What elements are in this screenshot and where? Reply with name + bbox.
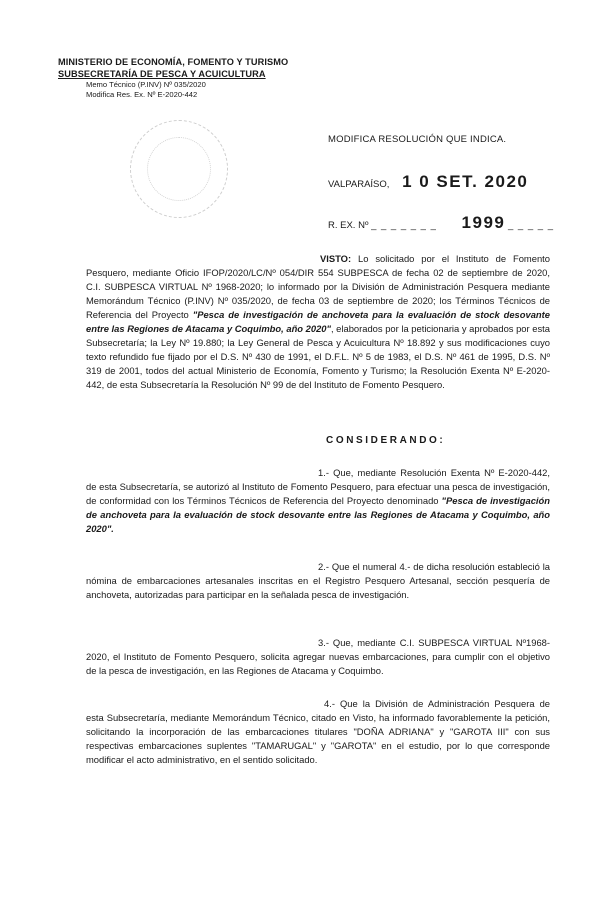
visto-project-title: "Pesca de investigación de anchoveta para la evaluación de stock desovante entre las Regiones de Atacama y Coquimbo, año 2020" — [86, 309, 550, 335]
issue-date: 1 0 SET. 2020 — [402, 172, 529, 191]
considerando-2 — [86, 560, 550, 602]
rex-underline-left: _ _ _ _ _ _ _ — [371, 220, 437, 231]
memo-reference: Memo Técnico (P.INV) Nº 035/2020 — [86, 80, 206, 89]
considerando-1-paragraph — [86, 466, 550, 536]
considerando-2-paragraph: 2.- Que el numeral 4.- de dicha resolución estableció la nómina de embarcaciones artesanales inscritas en el Registro Pesquero Artesanal, sección pesquería de anchoveta, autorizadas para participar en la señalada pesca de investigación. — [86, 561, 550, 601]
ministry-name: MINISTERIO DE ECONOMÍA, FOMENTO Y TURISMO — [58, 57, 289, 67]
considerando-1-text: 1.- Que, mediante Resolución Exenta Nº E-2020-442, de esta Subsecretaría, se autorizó al Instituto de Fomento Pesquero, para efectuar una pesca de investigación, de conformidad con los Términos Técnicos de Referencia del Proyecto denominado — [86, 467, 550, 507]
considerando-1-project-title: "Pesca de investigación de anchoveta para la evaluación de stock desovante entre las Regiones de Atacama y Coquimbo, año 2020". — [86, 495, 550, 535]
considerando-4-paragraph: 4.- Que la División de Administración Pesquera de esta Subsecretaría, mediante Memorándum Técnico, citado en Visto, ha informado favorablemente la petición, solicitando la incorporación de las embarcaciones titulares "DOÑA ADRIANA" y "GAROTA III" con sus respectivas embarcaciones suplentes "TAMARUGAL" y "GAROTA" en el estudio, por lo que corresponde modificar el acto administrativo, en el sentido solicitado. — [86, 698, 550, 766]
visto-paragraph — [86, 252, 550, 392]
rex-label: R. EX. Nº — [328, 220, 369, 231]
rex-underline-right: _ _ _ _ _ — [508, 220, 554, 231]
considerando-4 — [86, 697, 550, 767]
visto-text-2: , elaborados por la peticionaria y aprobados por esta Subsecretaría; la Ley Nº 19.880; la Ley General de Pesca y Acuicultura Nº 18.892 y sus modificaciones cuyo texto refundido fue fijado por el D.S. Nº 430 de 1991, el D.F.L. Nº 5 de 1983, el D.S. Nº 461 de 1995, D.S. Nº 319 de 2001, todos del actual Ministerio de Economía, Fomento y Turismo; la Resolución Exenta Nº E-2020-442, de esta Subsecretaría la Resolución Nº 99 de del Instituto de Fomento Pesquero. — [86, 323, 550, 391]
date-line — [328, 172, 528, 192]
rex-number: 1999 — [461, 213, 506, 232]
subsecretaria-name: SUBSECRETARÍA DE PESCA Y ACUICULTURA — [58, 69, 266, 79]
official-seal-stamp — [130, 120, 228, 218]
letterhead — [58, 56, 288, 100]
document-subject: MODIFICA RESOLUCIÓN QUE INDICA. — [328, 134, 507, 145]
considerando-3 — [86, 636, 550, 678]
modifica-reference: Modifica Res. Ex. Nº E-2020-442 — [86, 90, 198, 99]
visto-text-1: Lo solicitado por el Instituto de Fomento Pesquero, mediante Oficio IFOP/2020/LC/Nº 054/DIR 554 SUBPESCA de fecha 02 de septiembre de 2020, C.I. SUBPESCA VIRTUAL Nº 1968-2020; lo informado por la División de Administración Pesquera mediante Memorándum Técnico (P.INV) Nº 035/2020, de fecha 03 de septiembre de 2020; los Términos Técnicos de Referencia del Proyecto — [86, 253, 550, 321]
place-label: VALPARAÍSO, — [328, 179, 390, 190]
visto-label: VISTO: — [320, 253, 352, 264]
considerando-3-paragraph: 3.- Que, mediante C.I. SUBPESCA VIRTUAL Nº1968-2020, el Instituto de Fomento Pesquero, solicita agregar nuevas embarcaciones, para cumplir con el objetivo de la pesca de investigación, en las Regiones de Atacama y Coquimbo. — [86, 637, 550, 677]
resolution-number-line — [328, 213, 554, 233]
considerando-heading: CONSIDERANDO: — [326, 435, 446, 446]
visto-section — [86, 252, 550, 392]
considerando-1 — [86, 466, 550, 536]
